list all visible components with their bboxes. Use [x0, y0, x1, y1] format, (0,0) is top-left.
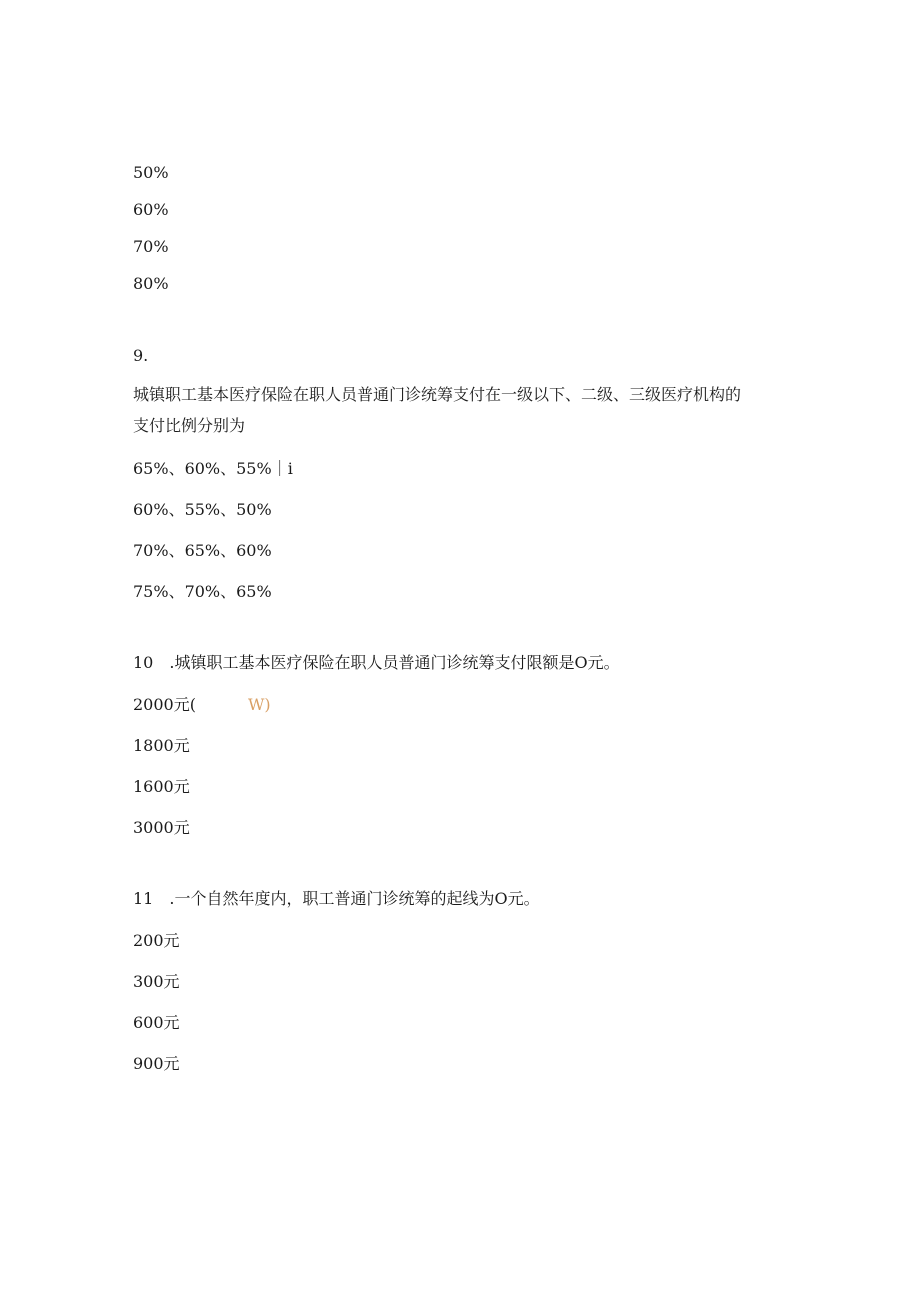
q10-option-b: 1800元 — [133, 736, 190, 755]
q8-option-b: 60% — [133, 200, 169, 219]
q11-option-b: 300元 — [133, 972, 180, 991]
q10-option-a-mark: W) — [247, 695, 271, 714]
q9-number: 9. — [133, 346, 149, 365]
q9-option-a: 65%、60%、55%｜i — [133, 459, 293, 478]
q11-option-a: 200元 — [133, 931, 180, 950]
q8-option-a: 50% — [133, 163, 169, 182]
q11-option-c: 600元 — [133, 1013, 180, 1032]
q8-option-d: 80% — [133, 274, 169, 293]
q10-option-a — [133, 695, 271, 715]
q10-option-c: 1600元 — [133, 777, 190, 796]
q8-option-c: 70% — [133, 237, 169, 256]
q10-option-a-label: 2000元( — [133, 695, 196, 714]
q9-text-line1: 城镇职工基本医疗保险在职人员普通门诊统筹支付在一级以下、二级、三级医疗机构的 — [133, 385, 742, 404]
q11-text: 11 .一个自然年度内，职工普通门诊统筹的起线为O元。 — [133, 889, 540, 908]
q11-option-d: 900元 — [133, 1054, 180, 1073]
q10-option-d: 3000元 — [133, 818, 190, 837]
q9-option-d: 75%、70%、65% — [133, 582, 272, 601]
q9-option-c: 70%、65%、60% — [133, 541, 272, 560]
q9-text-line2: 支付比例分别为 — [133, 416, 246, 435]
q10-text: 10 .城镇职工基本医疗保险在职人员普通门诊统筹支付限额是O元。 — [133, 653, 620, 672]
q9-option-b: 60%、55%、50% — [133, 500, 272, 519]
